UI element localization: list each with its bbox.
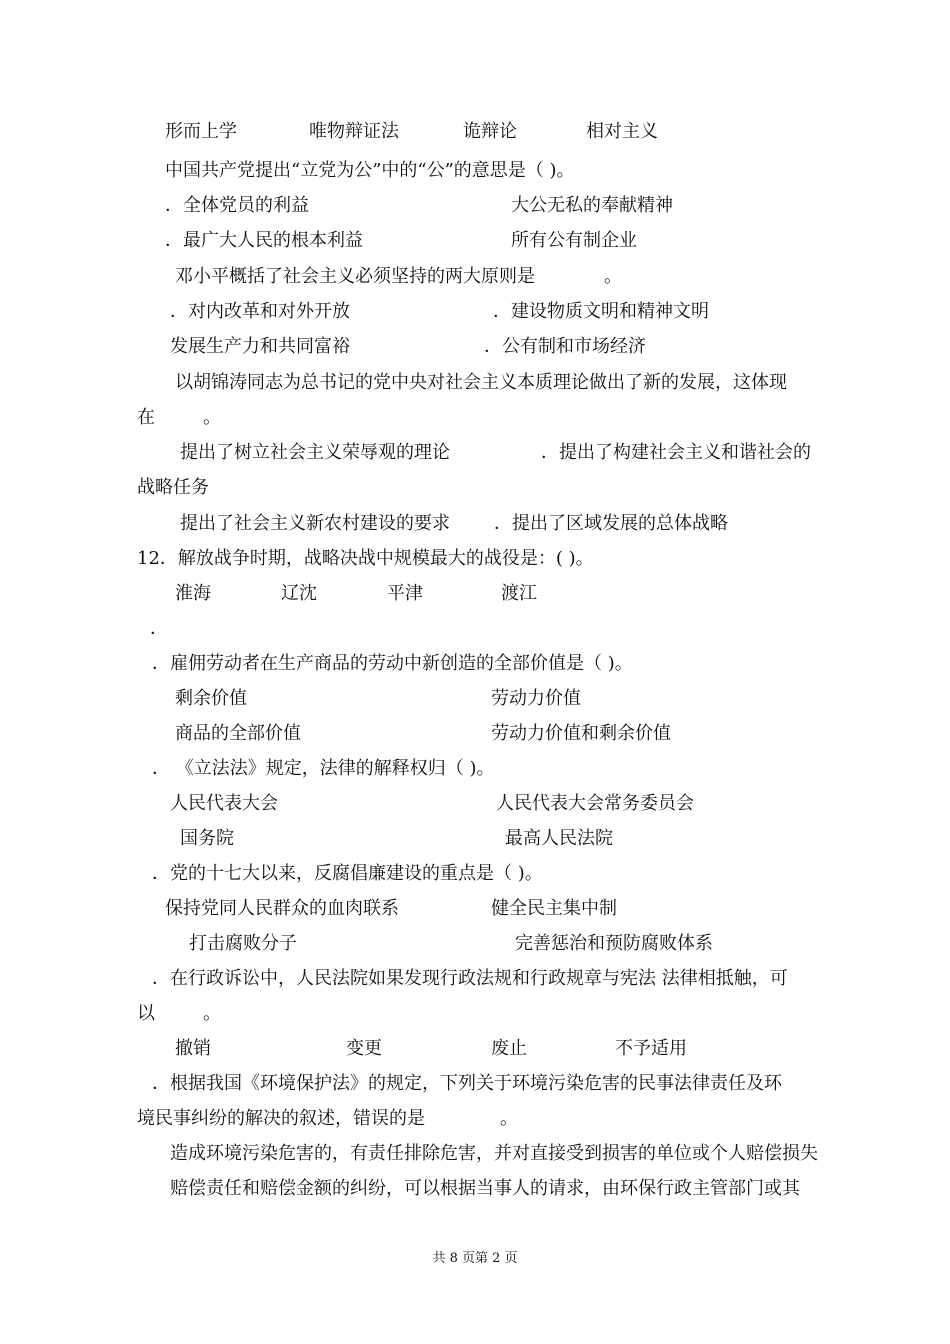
- question-end-mark: 。: [604, 266, 622, 287]
- question-text: 中国共产党提出“立党为公”中的“公”的意思是（ )。: [165, 160, 575, 181]
- option-text: 商品的全部价值: [175, 723, 301, 744]
- option-text: ．对内改革和对外开放: [170, 301, 350, 322]
- question-text: 以胡锦涛同志为总书记的党中央对社会主义本质理论做出了新的发展，这体现: [175, 372, 787, 393]
- option-text: 剩余价值: [175, 688, 247, 709]
- option-text-continued: 战略任务: [137, 477, 209, 498]
- option-text: 赔偿责任和赔偿金额的纠纷，可以根据当事人的请求，由环保行政主管部门或其: [170, 1178, 800, 1199]
- option-not-apply: 不予适用: [615, 1038, 687, 1059]
- question-end-mark: 。: [203, 407, 221, 428]
- option-pingjin: 平津: [387, 583, 423, 604]
- page-footer: 共 8 页第 2 页: [432, 1251, 518, 1266]
- option-text: 保持党同人民群众的血肉联系: [165, 898, 399, 919]
- option-modify: 变更: [346, 1038, 382, 1059]
- option-dialectical-materialism: 唯物辩证法: [309, 121, 399, 142]
- option-text: 国务院: [180, 828, 234, 849]
- question-12: 12．解放战争时期，战略决战中规模最大的战役是：( )。: [137, 548, 594, 569]
- option-text: ．提出了构建社会主义和谐社会的: [541, 442, 811, 463]
- option-text: 造成环境污染危害的，有责任排除危害，并对直接受到损害的单位或个人赔偿损失: [170, 1143, 818, 1164]
- option-text: 劳动力价值: [491, 688, 581, 709]
- option-abolish: 废止: [491, 1038, 527, 1059]
- option-metaphysics: 形而上学: [165, 121, 237, 142]
- question-text-continued: 以: [137, 1003, 155, 1024]
- option-text: ．提出了区域发展的总体战略: [494, 513, 728, 534]
- option-text: 劳动力价值和剩余价值: [491, 723, 671, 744]
- question-end-mark: 。: [203, 1003, 221, 1024]
- option-text: 提出了社会主义新农村建设的要求: [180, 513, 450, 534]
- question-text: 邓小平概括了社会主义必须坚持的两大原则是: [175, 266, 535, 287]
- option-sophistry: 诡辩论: [463, 121, 517, 142]
- option-huaihai: 淮海: [175, 583, 211, 604]
- option-text: 健全民主集中制: [491, 898, 617, 919]
- question-text: ．在行政诉讼中，人民法院如果发现行政法规和行政规章与宪法 法律相抵触，可: [152, 968, 788, 989]
- option-text: ．全体党员的利益: [165, 195, 309, 216]
- question-end-mark: 。: [500, 1108, 518, 1129]
- question-text: ．党的十七大以来，反腐倡廉建设的重点是（ )。: [152, 863, 543, 884]
- option-text: 人民代表大会: [170, 793, 278, 814]
- option-text: ．最广大人民的根本利益: [165, 230, 363, 251]
- question-text: ．雇佣劳动者在生产商品的劳动中新创造的全部价值是（ )。: [152, 653, 633, 674]
- option-text: 提出了树立社会主义荣辱观的理论: [180, 442, 450, 463]
- option-text: ．建设物质文明和精神文明: [493, 301, 709, 322]
- question-text: ．根据我国《环境保护法》的规定，下列关于环境污染危害的民事法律责任及环: [152, 1073, 782, 1094]
- option-text: 最高人民法院: [505, 828, 613, 849]
- option-liaoshen: 辽沈: [281, 583, 317, 604]
- option-text: ．公有制和市场经济: [484, 336, 646, 357]
- option-text: 所有公有制企业: [511, 230, 637, 251]
- option-text: 人民代表大会常务委员会: [496, 793, 694, 814]
- question-text: ． 《立法法》规定，法律的解释权归（ )。: [152, 758, 495, 779]
- question-text-continued: 在: [137, 407, 155, 428]
- option-revoke: 撤销: [175, 1038, 211, 1059]
- question-text-continued: 境民事纠纷的解决的叙述，错误的是: [137, 1108, 425, 1129]
- option-text: 发展生产力和共同富裕: [170, 336, 350, 357]
- option-text: 打击腐败分子: [189, 933, 297, 954]
- option-text: 完善惩治和预防腐败体系: [515, 933, 713, 954]
- option-relativism: 相对主义: [586, 121, 658, 142]
- option-text: 大公无私的奉献精神: [511, 195, 673, 216]
- option-dujiang: 渡江: [501, 583, 537, 604]
- stray-mark: ．: [150, 618, 168, 639]
